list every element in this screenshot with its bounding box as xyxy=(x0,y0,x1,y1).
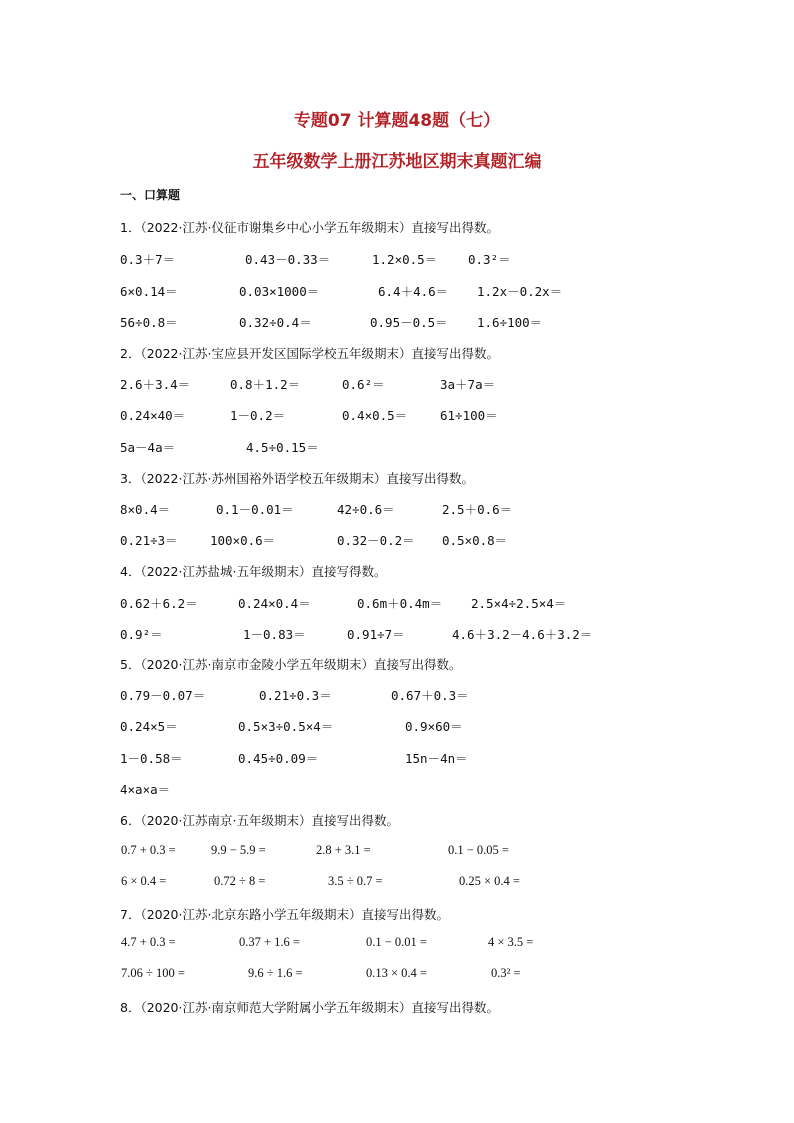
answer-row xyxy=(0,594,794,614)
answer-row xyxy=(0,749,794,769)
answer-row xyxy=(0,717,794,737)
question-label: 5．（2020·江苏·南京市金陵小学五年级期末）直接写出得数。 xyxy=(120,657,462,672)
math-item: 0.3²＝ xyxy=(468,252,511,267)
answer-row xyxy=(0,313,794,333)
math-item: 56÷0.8＝ xyxy=(120,315,178,330)
math-item: 0.03×1000＝ xyxy=(239,284,320,299)
math-item: 1－0.2＝ xyxy=(230,408,286,423)
math-item: 9.6 ÷ 1.6 = xyxy=(248,966,303,980)
math-item: 100×0.6＝ xyxy=(210,533,276,548)
question-label: 7．（2020·江苏·北京东路小学五年级期末）直接写出得数。 xyxy=(120,907,449,922)
math-item: 0.21÷3＝ xyxy=(120,533,178,548)
math-item: 15n－4n＝ xyxy=(405,751,468,766)
answer-row xyxy=(0,780,794,800)
question-label: 4．（2022·江苏盐城·五年级期末）直接写得数。 xyxy=(120,564,387,579)
page-title: 专题07 计算题48题（七） xyxy=(293,111,501,131)
math-item: 0.95－0.5＝ xyxy=(370,315,448,330)
answer-row xyxy=(0,438,794,458)
math-item: 61÷100＝ xyxy=(440,408,498,423)
math-item: 6 × 0.4 = xyxy=(121,874,167,888)
answer-row xyxy=(0,406,794,426)
math-item: 0.5×3÷0.5×4＝ xyxy=(238,719,334,734)
answer-row xyxy=(0,686,794,706)
question-label: 8．（2020·江苏·南京师范大学附属小学五年级期末）直接写出得数。 xyxy=(120,1000,499,1015)
math-item: 0.72 ÷ 8 = xyxy=(214,874,266,888)
math-item: 3a＋7a＝ xyxy=(440,377,496,392)
math-item: 0.7 + 0.3 = xyxy=(121,843,176,857)
math-item: 0.9×60＝ xyxy=(405,719,463,734)
math-item: 1.6÷100＝ xyxy=(477,315,543,330)
math-item: 5a－4a＝ xyxy=(120,440,176,455)
math-item: 0.5×0.8＝ xyxy=(442,533,508,548)
math-item: 0.25 × 0.4 = xyxy=(459,874,520,888)
math-item: 1.2×0.5＝ xyxy=(372,252,438,267)
math-item: 3.5 ÷ 0.7 = xyxy=(328,874,383,888)
math-item: 42÷0.6＝ xyxy=(337,502,395,517)
math-item: 0.13 × 0.4 = xyxy=(366,966,427,980)
math-item: 8×0.4＝ xyxy=(120,502,171,517)
math-item: 1－0.83＝ xyxy=(243,627,306,642)
math-item: 6×0.14＝ xyxy=(120,284,178,299)
answer-row xyxy=(0,531,794,551)
question-label: 3．（2022·江苏·苏州国裕外语学校五年级期末）直接写出得数。 xyxy=(120,471,474,486)
math-item: 0.3＋7＝ xyxy=(120,252,176,267)
math-item: 0.21÷0.3＝ xyxy=(259,688,332,703)
answer-row xyxy=(0,375,794,395)
math-item: 0.37 + 1.6 = xyxy=(239,935,300,949)
math-item: 0.79－0.07＝ xyxy=(120,688,206,703)
answer-row xyxy=(0,935,794,955)
math-item: 9.9 − 5.9 = xyxy=(211,843,266,857)
answer-row xyxy=(0,966,794,986)
math-item: 0.62＋6.2＝ xyxy=(120,596,198,611)
answer-row xyxy=(0,874,794,894)
math-item: 0.45÷0.09＝ xyxy=(238,751,319,766)
math-item: 4×a×a＝ xyxy=(120,782,171,797)
question-label: 6．（2020·江苏南京·五年级期末）直接写出得数。 xyxy=(120,813,399,828)
math-item: 4.6＋3.2－4.6＋3.2＝ xyxy=(452,627,593,642)
answer-row xyxy=(0,282,794,302)
math-item: 6.4＋4.6＝ xyxy=(378,284,449,299)
math-item: 0.4×0.5＝ xyxy=(342,408,408,423)
math-item: 0.1 − 0.05 = xyxy=(448,843,509,857)
math-item: 0.91÷7＝ xyxy=(347,627,405,642)
math-item: 0.8＋1.2＝ xyxy=(230,377,301,392)
math-item: 0.24×0.4＝ xyxy=(238,596,311,611)
math-item: 2.6＋3.4＝ xyxy=(120,377,191,392)
math-item: 4 × 3.5 = xyxy=(488,935,534,949)
math-item: 4.7 + 0.3 = xyxy=(121,935,176,949)
answer-row xyxy=(0,250,794,270)
math-item: 0.43－0.33＝ xyxy=(245,252,331,267)
math-item: 1.2x－0.2x＝ xyxy=(477,284,563,299)
math-item: 0.67＋0.3＝ xyxy=(391,688,469,703)
math-item: 0.24×40＝ xyxy=(120,408,186,423)
math-item: 0.3² = xyxy=(491,966,521,980)
math-item: 1－0.58＝ xyxy=(120,751,183,766)
math-item: 0.1 − 0.01 = xyxy=(366,935,427,949)
answer-row xyxy=(0,843,794,863)
math-item: 0.24×5＝ xyxy=(120,719,178,734)
question-label: 2．（2022·江苏·宝应县开发区国际学校五年级期末）直接写出得数。 xyxy=(120,346,499,361)
math-item: 0.6m＋0.4m＝ xyxy=(357,596,443,611)
math-item: 0.1－0.01＝ xyxy=(216,502,294,517)
section-heading: 一、口算题 xyxy=(120,188,181,202)
math-item: 0.32÷0.4＝ xyxy=(239,315,312,330)
math-item: 7.06 ÷ 100 = xyxy=(121,966,185,980)
math-item: 2.5×4÷2.5×4＝ xyxy=(471,596,567,611)
answer-row xyxy=(0,500,794,520)
answer-row xyxy=(0,625,794,645)
math-item: 2.8 + 3.1 = xyxy=(316,843,371,857)
page-subtitle: 五年级数学上册江苏地区期末真题汇编 xyxy=(252,152,542,172)
math-item: 2.5＋0.6＝ xyxy=(442,502,513,517)
math-item: 0.6²＝ xyxy=(342,377,385,392)
math-item: 0.32－0.2＝ xyxy=(337,533,415,548)
math-item: 4.5÷0.15＝ xyxy=(246,440,319,455)
question-label: 1．（2022·江苏·仪征市谢集乡中心小学五年级期末）直接写出得数。 xyxy=(120,220,499,235)
math-item: 0.9²＝ xyxy=(120,627,163,642)
